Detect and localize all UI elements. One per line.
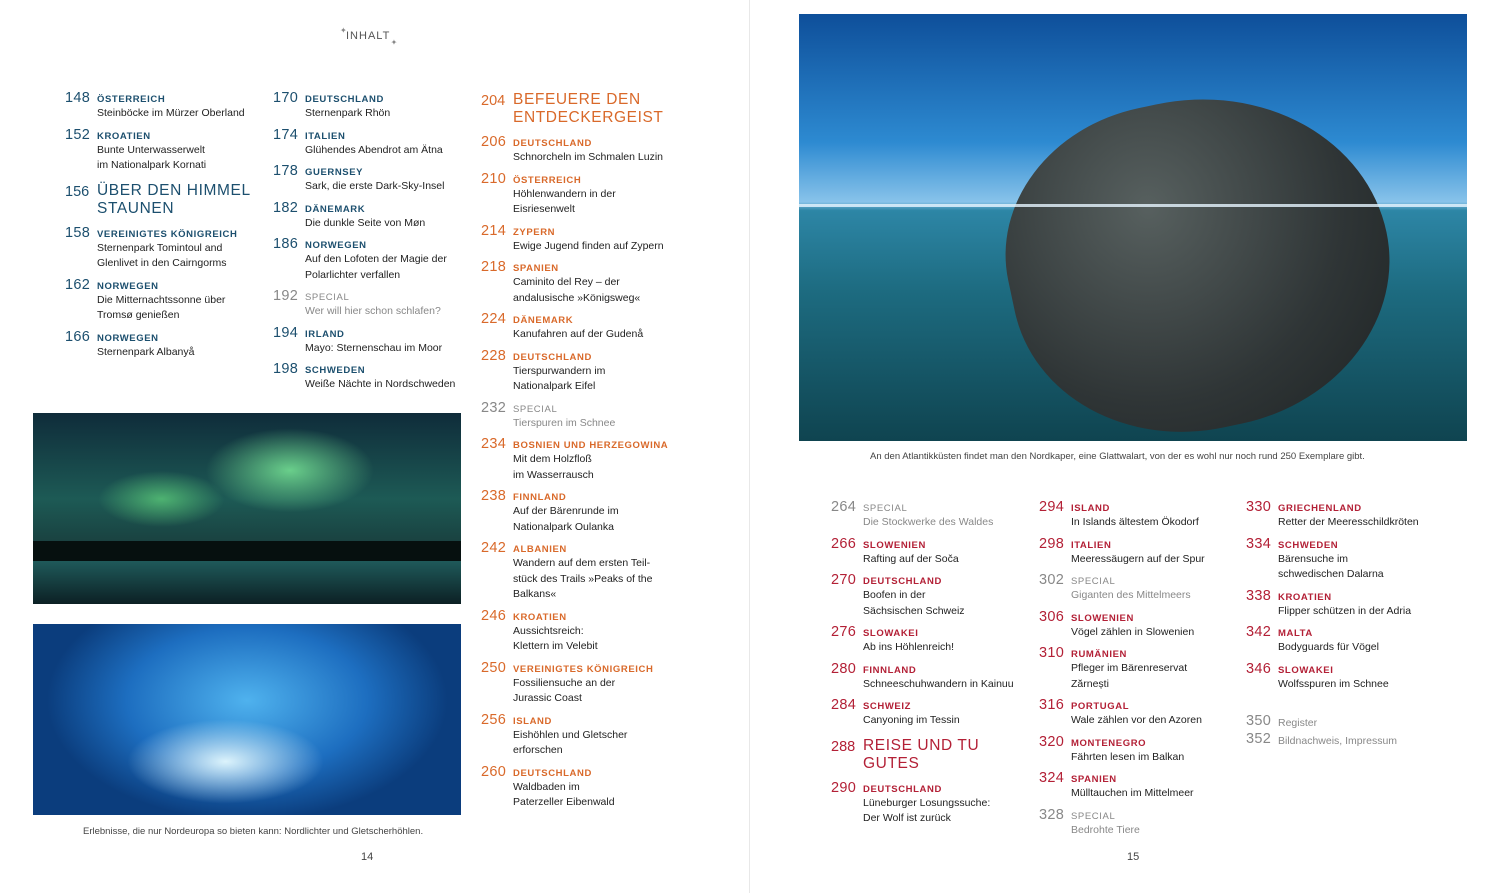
entry-description: Schnorcheln im Schmalen Luzin [513,151,663,163]
entry-page-number: 178 [273,163,299,179]
entry-country: GRIECHENLAND [1278,503,1362,514]
sparkle-icon: ✦ [340,26,348,35]
toc-entry [831,624,1031,656]
entry-description: Sternenpark Rhön [305,107,391,119]
entry-description: Die Mitternachtssonne über Tromsø genießen [97,293,226,321]
toc-entry [481,170,681,218]
entry-country: ÖSTERREICH [97,94,166,105]
entry-description: Caminito del Rey – der andalusische »Königsweg« [513,276,641,304]
toc-entry [831,779,1031,827]
entry-country: DEUTSCHLAND [305,94,384,105]
toc-entry [1039,499,1239,531]
entry-description: Auf den Lofoten der Magie der Polarlichter verfallen [305,253,447,281]
entry-page-number: 162 [65,276,91,293]
entry-country: SLOWENIEN [1071,612,1134,624]
entry-page-number: 316 [1039,697,1065,713]
toc-chapter-heading [481,91,681,127]
entry-description: Glühendes Abendrot am Ätna [305,143,443,156]
entry-country: MONTENEGRO [1071,737,1147,749]
entry-page-number: 294 [1039,499,1065,515]
entry-page-number: 350 [1246,713,1272,729]
entry-page-number: 232 [481,399,507,416]
sparkle-icon: ✦ [390,38,399,47]
toc-entry [481,711,681,759]
entry-description: Höhlenwandern in der Eisriesenwelt [513,187,616,215]
entry-country: ISLAND [1071,503,1110,514]
entry-country: SCHWEDEN [305,365,366,376]
photo-caption-right: An den Atlantikküsten findet man den Nordkaper, eine Glattwalart, von der es wohl nur noch rund 250 Exemplare gibt. [870,451,1365,462]
entry-page-number: 302 [1039,572,1065,588]
entry-page-number: 342 [1246,624,1272,640]
entry-description: Bärensuche im schwedischen Dalarna [1278,552,1384,580]
entry-country: KROATIEN [97,130,151,142]
entry-country: SPECIAL [1071,576,1116,587]
register-entry [1246,730,1446,750]
entry-description: Bunte Unterwasserwelt im Nationalpark Kornati [97,143,207,171]
entry-country: SPANIEN [1071,774,1117,785]
entry-description: Sark, die erste Dark-Sky-Insel [305,180,445,192]
entry-country: ALBANIEN [513,544,567,555]
entry-description: Bedrohte Tiere [1071,823,1140,836]
entry-page-number: 206 [481,134,507,150]
entry-country: NORWEGEN [305,240,367,251]
entry-country: DEUTSCHLAND [513,138,592,149]
entry-page-number: 250 [481,659,507,676]
toc-column-good-travel-c [1246,499,1446,700]
entry-page-number: 158 [65,224,91,241]
water-surface [799,204,1467,207]
toc-entry [1039,608,1239,641]
entry-description: Steinböcke im Mürzer Oberland [97,107,245,119]
register-list [1246,713,1446,751]
entry-page-number: 246 [481,607,507,624]
toc-entry [481,347,681,395]
entry-page-number: 328 [1039,806,1065,823]
entry-description: In Islands ältestem Ökodorf [1071,516,1199,528]
entry-country: DEUTSCHLAND [863,783,942,795]
entry-country: IRLAND [305,328,345,340]
toc-entry [481,259,681,306]
northern-lights-photo [33,413,461,604]
entry-description: Tierspurwandern im Nationalpark Eifel [513,364,606,392]
toc-entry [481,607,681,655]
entry-country: NORWEGEN [97,332,159,344]
entry-description: Meeressäugern auf der Spur [1071,552,1205,565]
entry-page-number: 280 [831,660,857,677]
contents-header [340,26,399,47]
entry-page-number: 214 [481,222,507,239]
entry-description: Tierspuren im Schnee [513,416,616,429]
chapter-title: REISE UND TU GUTES [863,736,980,772]
toc-column-heavens-a [65,90,265,368]
chapter-page-number: 288 [831,738,856,755]
toc-chapter-heading [831,737,1031,773]
entry-country: RUMÄNIEN [1071,649,1127,660]
entry-description: Fährten lesen im Balkan [1071,750,1185,763]
entry-description: Mayo: Sternenschau im Moor [305,341,443,354]
entry-description: Boofen in der Sächsischen Schweiz [863,589,965,617]
entry-country: GUERNSEY [305,167,364,178]
entry-page-number: 256 [481,711,507,728]
entry-page-number: 238 [481,488,507,504]
entry-country: ÖSTERREICH [513,174,582,186]
entry-country: FINNLAND [863,664,917,676]
entry-description: Kanufahren auf der Gudenå [513,328,644,340]
toc-entry [65,224,265,272]
entry-country: SLOWAKEI [863,628,919,639]
entry-page-number: 306 [1039,608,1065,625]
entry-page-number: 330 [1246,499,1272,515]
entry-country: ITALIEN [305,130,346,142]
entry-description: Wandern auf dem ersten Teil- stück des Trails »Peaks of the Balkans« [513,557,653,600]
entry-country: DEUTSCHLAND [513,767,592,779]
entry-page-number: 192 [273,288,299,304]
chapter-title: ÜBER DEN HIMMEL STAUNEN [97,181,251,217]
entry-description: Flipper schützen in der Adria [1278,604,1412,617]
entry-country: ISLAND [513,715,552,727]
register-entry [1246,713,1446,732]
entry-description: Eishöhlen und Gletscher erforschen [513,728,628,756]
entry-page-number: 324 [1039,770,1065,786]
toc-entry [273,236,468,283]
entry-description: Bodyguards für Vögel [1278,641,1379,653]
toc-entry [1246,660,1446,693]
entry-description: Die Stockwerke des Waldes [863,516,994,528]
entry-page-number: 186 [273,236,299,252]
entry-country: BOSNIEN UND HERZEGOWINA [513,440,669,451]
toc-entry [481,311,681,343]
entry-country: DÄNEMARK [513,315,574,326]
whale-body [979,63,1419,441]
entry-page-number: 194 [273,324,299,341]
toc-entry [481,134,681,166]
toc-entry [481,436,681,483]
entry-description: Sternenpark Albanyå [97,345,195,358]
entry-page-number: 242 [481,540,507,556]
entry-country: DEUTSCHLAND [863,576,942,587]
toc-entry [1246,624,1446,656]
entry-page-number: 152 [65,126,91,143]
toc-entry [65,328,265,361]
entry-description: Ab ins Höhlenreich! [863,641,955,653]
toc-entry [1039,535,1239,568]
toc-entry [1246,499,1446,531]
toc-column-good-travel-b [1039,499,1239,846]
entry-page-number: 276 [831,624,857,640]
entry-country: NORWEGEN [97,280,159,292]
entry-page-number: 218 [481,259,507,275]
entry-description: Retter der Meeresschildkröten [1278,516,1419,528]
toc-entry [1039,697,1239,729]
entry-page-number: 270 [831,572,857,588]
entry-country: SPECIAL [305,292,350,303]
entry-description: Aussichtsreich: Klettern im Velebit [513,624,598,652]
toc-entry [481,763,681,811]
entry-page-number: 170 [273,90,299,106]
entry-description: Wale zählen vor den Azoren [1071,714,1202,726]
toc-special-entry [1039,572,1239,604]
entry-page-number: 260 [481,763,507,780]
toc-entry [831,660,1031,693]
toc-entry [481,540,681,603]
toc-entry [273,361,468,393]
entry-country: SPECIAL [863,503,908,514]
toc-entry [481,488,681,535]
entry-page-number: 298 [1039,535,1065,552]
entry-description: Lüneburger Losungssuche: Der Wolf ist zurück [863,796,991,824]
entry-country: ITALIEN [1071,539,1112,551]
entry-description: Rafting auf der Soča [863,552,959,565]
contents-label: INHALT [346,30,391,42]
entry-description: Fossiliensuche an der Jurassic Coast [513,676,616,704]
entry-country: VEREINIGTES KÖNIGREICH [513,663,654,675]
toc-entry [1039,645,1239,692]
entry-country: FINNLAND [513,492,567,503]
entry-page-number: 210 [481,170,507,187]
entry-country: SLOWAKEI [1278,664,1334,676]
entry-description: Schneeschuhwandern in Kainuu [863,677,1014,690]
toc-entry [1246,587,1446,620]
entry-page-number: 352 [1246,730,1272,747]
toc-entry [831,697,1031,729]
toc-entry [1039,733,1239,766]
toc-column-good-travel-a [831,499,1031,835]
chapter-page-number: 204 [481,93,506,109]
entry-country: SLOWENIEN [863,539,926,551]
entry-country: SPANIEN [513,263,559,274]
entry-country: DÄNEMARK [305,203,366,215]
entry-description: Wolfsspuren im Schnee [1278,677,1389,690]
entry-country: MALTA [1278,628,1313,639]
entry-page-number: 166 [65,328,91,345]
toc-entry [65,276,265,324]
entry-description: Die dunkle Seite von Møn [305,216,426,229]
chapter-page-number: 156 [65,183,90,200]
toc-entry [273,163,468,195]
toc-entry [273,199,468,232]
toc-special-entry [1039,806,1239,839]
entry-page-number: 264 [831,499,857,515]
entry-description: Sternenpark Tomintoul and Glenlivet in den Cairngorms [97,241,227,269]
chapter-title: BEFEUERE DEN ENTDECKERGEIST [513,91,664,126]
entry-description: Wer will hier schon schlafen? [305,305,441,317]
toc-entry [1246,535,1446,583]
toc-entry [273,126,468,159]
entry-country: ZYPERN [513,226,556,238]
tree-line [33,541,461,561]
entry-description: Mit dem Holzfloß im Wasserrausch [513,453,594,481]
page-number-right: 15 [1127,851,1140,863]
entry-description: Auf der Bärenrunde im Nationalpark Oulanka [513,505,619,533]
entry-country: SCHWEDEN [1278,539,1339,551]
ice-cave-photo [33,624,461,815]
entry-page-number: 182 [273,199,299,216]
entry-page-number: 334 [1246,535,1272,552]
entry-description: Giganten des Mittelmeers [1071,589,1191,601]
entry-description: Vögel zählen in Slowenien [1071,625,1195,638]
entry-page-number: 224 [481,311,507,327]
toc-entry [831,535,1031,568]
entry-page-number: 174 [273,126,299,143]
entry-page-number: 346 [1246,660,1272,677]
entry-page-number: 290 [831,779,857,796]
toc-entry [1039,770,1239,802]
entry-description: Canyoning im Tessin [863,714,960,726]
toc-entry [831,572,1031,619]
entry-description: Weiße Nächte in Nordschweden [305,378,456,390]
entry-country: SPECIAL [513,403,558,415]
entry-page-number: 228 [481,347,507,364]
toc-special-entry [481,399,681,432]
entry-page-number: 234 [481,436,507,452]
toc-column-explorer [481,91,681,819]
entry-page-number: 266 [831,535,857,552]
page-number-left: 14 [361,851,374,863]
entry-page-number: 284 [831,697,857,713]
toc-entry [481,659,681,707]
entry-page-number: 198 [273,361,299,377]
entry-country: VEREINIGTES KÖNIGREICH [97,228,238,240]
entry-page-number: 148 [65,90,91,106]
toc-chapter-heading [65,182,265,218]
entry-country: KROATIEN [1278,591,1332,603]
lake-reflection [33,561,461,604]
toc-special-entry [273,288,468,320]
entry-description: Ewige Jugend finden auf Zypern [513,239,664,252]
entry-description: Bildnachweis, Impressum [1278,734,1398,747]
entry-description: Register [1278,717,1318,729]
whale-photo [799,14,1467,441]
toc-entry [273,90,468,122]
toc-entry [65,90,265,122]
toc-special-entry [831,499,1031,531]
entry-page-number: 310 [1039,645,1065,661]
entry-description: Pfleger im Bärenreservat Zărnești [1071,662,1188,690]
entry-description: Mülltauchen im Mittelmeer [1071,787,1194,799]
entry-country: KROATIEN [513,611,567,623]
toc-entry [481,222,681,255]
toc-entry [273,324,468,357]
entry-page-number: 338 [1246,587,1272,604]
toc-column-heavens-b [273,90,468,401]
entry-country: PORTUGAL [1071,701,1130,712]
photo-caption-left: Erlebnisse, die nur Nordeuropa so bieten kann: Nordlichter und Gletscherhöhlen. [83,826,424,837]
entry-country: SCHWEIZ [863,701,912,712]
toc-entry [65,126,265,174]
entry-page-number: 320 [1039,733,1065,750]
entry-country: DEUTSCHLAND [513,351,592,363]
entry-country: SPECIAL [1071,810,1116,822]
entry-description: Waldbaden im Paterzeller Eibenwald [513,780,615,808]
